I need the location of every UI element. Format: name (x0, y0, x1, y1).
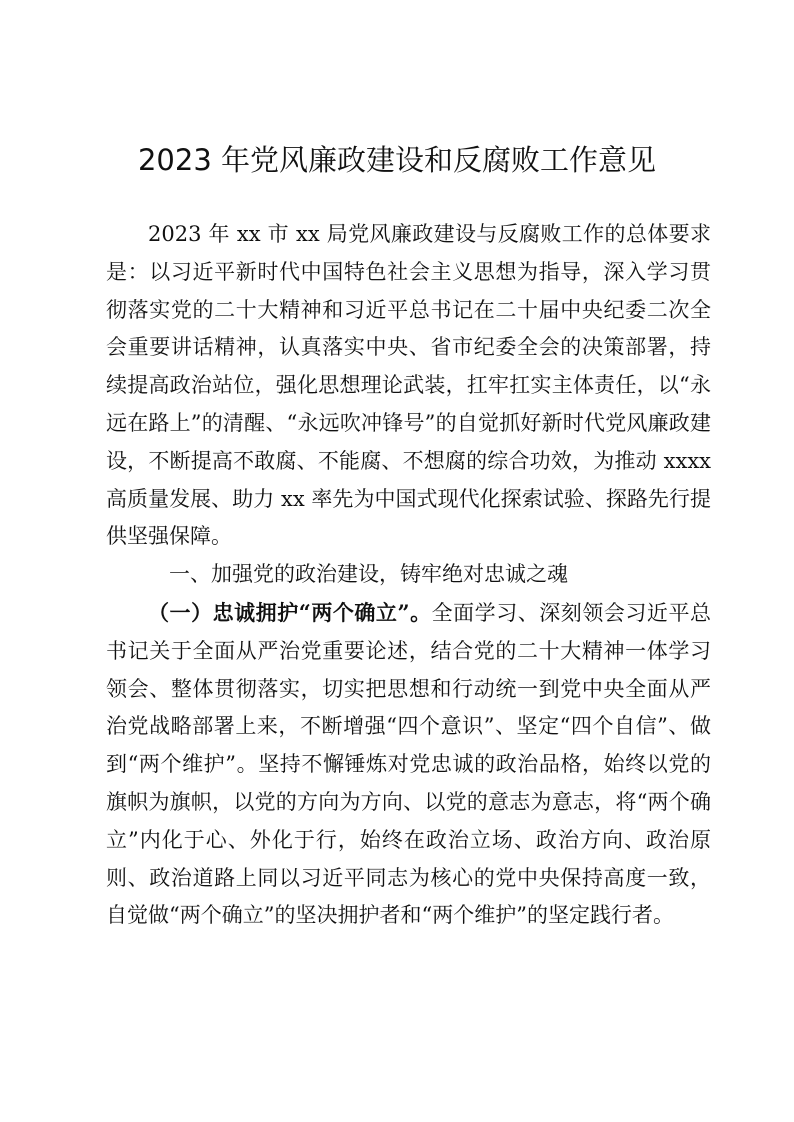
subsection-body: 全面学习、深刻领会习近平总书记关于全面从严治党重要论述，结合党的二十大精神一体学习领会、整体贯彻落实，切实把思想和行动统一到党中央全面从严治党战略部署上来，不断增强“四个意识”、坚定“四个自信”、做到“两个维护”。坚持不懈锤炼对党忠诚的政治品格，始终以党的旗帜为旗帜，以党的方向为方向、以党的意志为意志，将“两个确立”内化于心、外化于行，始终在政治立场、政治方向、政治原则、政治道路上同以习近平同志为核心的党中央保持高度一致，自觉做“两个确立”的坚决拥护者和“两个维护”的坚定践行者。 (106, 600, 711, 928)
document-body (106, 216, 711, 935)
intro-paragraph: 2023 年 xx 市 xx 局党风廉政建设与反腐败工作的总体要求是：以习近平新时代中国特色社会主义思想为指导，深入学习贯彻落实党的二十大精神和习近平总书记在二十届中央纪委二次全会重要讲话精神，认真落实中央、省市纪委全会的决策部署，持续提高政治站位，强化思想理论武装，扛牢扛实主体责任，以“永远在路上”的清醒、“永远吹冲锋号”的自觉抓好新时代党风廉政建设，不断提高不敢腐、不能腐、不想腐的综合功效，为推动 xxxx 高质量发展、助力 xx 率先为中国式现代化探索试验、探路先行提供坚强保障。 (106, 222, 711, 549)
document-title: 2023 年党风廉政建设和反腐败工作意见 (137, 143, 657, 177)
section-heading: 一、加强党的政治建设，铸牢绝对忠诚之魂 (169, 562, 568, 587)
subsection-paragraph (106, 594, 711, 935)
subsection-lead: （一）忠诚拥护“两个确立”。 (148, 599, 432, 625)
